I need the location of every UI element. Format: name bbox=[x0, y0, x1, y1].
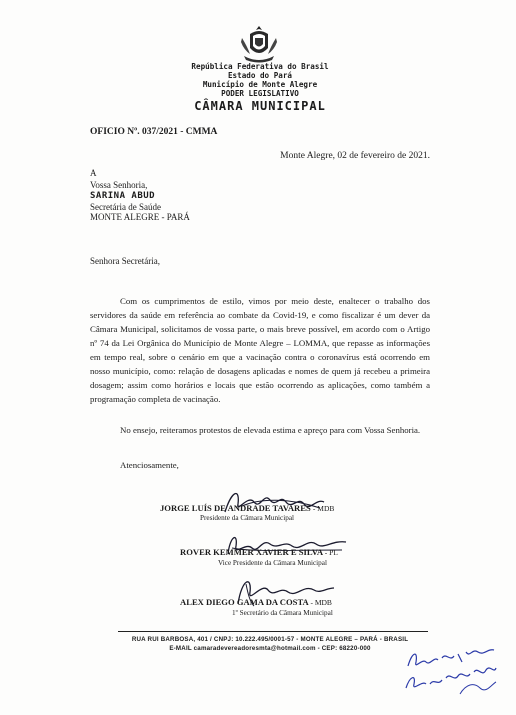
recipient-city: MONTE ALEGRE - PARÁ bbox=[90, 212, 190, 222]
header-municipality: Município de Monte Alegre bbox=[202, 80, 318, 89]
signatory-name-president: JORGE LUÍS DE ANDRADE TAVARES - MDB bbox=[160, 503, 335, 513]
letter-number: OFICIO Nº. 037/2021 - CMMA bbox=[90, 127, 218, 137]
header-power: PODER LEGISLATIVO bbox=[221, 89, 299, 98]
recipient-name: SARINA ABUD bbox=[90, 191, 156, 201]
recipient-role: Secretária de Saúde bbox=[90, 202, 161, 212]
footer-address: RUA RUI BARBOSA, 401 / CNPJ: 10.222.495/0001-57 - MONTE ALEGRE – PARÁ - BRASIL bbox=[131, 636, 409, 643]
sign-off: Atenciosamente, bbox=[120, 460, 179, 470]
header-chamber: CÂMARA MUNICIPAL bbox=[194, 99, 326, 113]
signatory-role-secretary: 1º Secretário da Câmara Municipal bbox=[232, 609, 333, 617]
closing-sentence: No ensejo, reiteramos protestos de elevada estima e apreço para com Vossa Senhoria. bbox=[120, 425, 421, 435]
footer-divider bbox=[118, 631, 428, 632]
header-country: República Federativa do Brasil bbox=[191, 62, 329, 71]
signatory-party: - PL bbox=[324, 548, 338, 557]
receipt-handwritten-note bbox=[400, 638, 500, 700]
signatory-party: - MDB bbox=[312, 504, 335, 513]
signatory-name-secretary: ALEX DIEGO GAMA DA COSTA - MDB bbox=[180, 597, 332, 607]
body-paragraph: Com os cumprimentos de estilo, vimos por meio deste, enaltecer o trabalho dos servidores da saúde em referência ao combate da Covid-19, e como fiscalizar é um dever da Câmara Municipal, solicitamos de vossa parte, o mais breve possível, em acordo com o Artigo nº 74 da Lei Orgânica do Município de Monte Alegre – LOMMA, que repasse as informações em tempo real, sobre o cenário em que a vacinação contra o coronavírus está ocorrendo em nosso município, como: relação de dosagens aplicadas e nomes de quem já recebeu a primeira dosagem; assim como horários e locais que estão ocorrendo as aplicações, como também a programação completa de vacinação. bbox=[90, 296, 430, 404]
signatory-role-vice-president: Vice Presidente da Câmara Municipal bbox=[218, 559, 327, 567]
header-state: Estado do Pará bbox=[227, 71, 292, 80]
letter-body bbox=[90, 294, 430, 406]
recipient-treatment: Vossa Senhoria, bbox=[90, 180, 148, 190]
signatory-party: - MDB bbox=[310, 598, 332, 607]
salutation: Senhora Secretária, bbox=[90, 256, 160, 266]
recipient-prefix: A bbox=[90, 168, 97, 178]
signatory-name-vice-president: ROVER KEMMER XAVIER E SILVA - PL bbox=[180, 547, 338, 557]
signatory-role-president: Presidente da Câmara Municipal bbox=[200, 514, 295, 522]
coat-of-arms-icon bbox=[238, 24, 280, 64]
letter-date: Monte Alegre, 02 de fevereiro de 2021. bbox=[280, 151, 430, 161]
footer-contact: E-MAIL camaradevereadoresmta@hotmail.com - CEP: 68220-000 bbox=[169, 645, 371, 652]
